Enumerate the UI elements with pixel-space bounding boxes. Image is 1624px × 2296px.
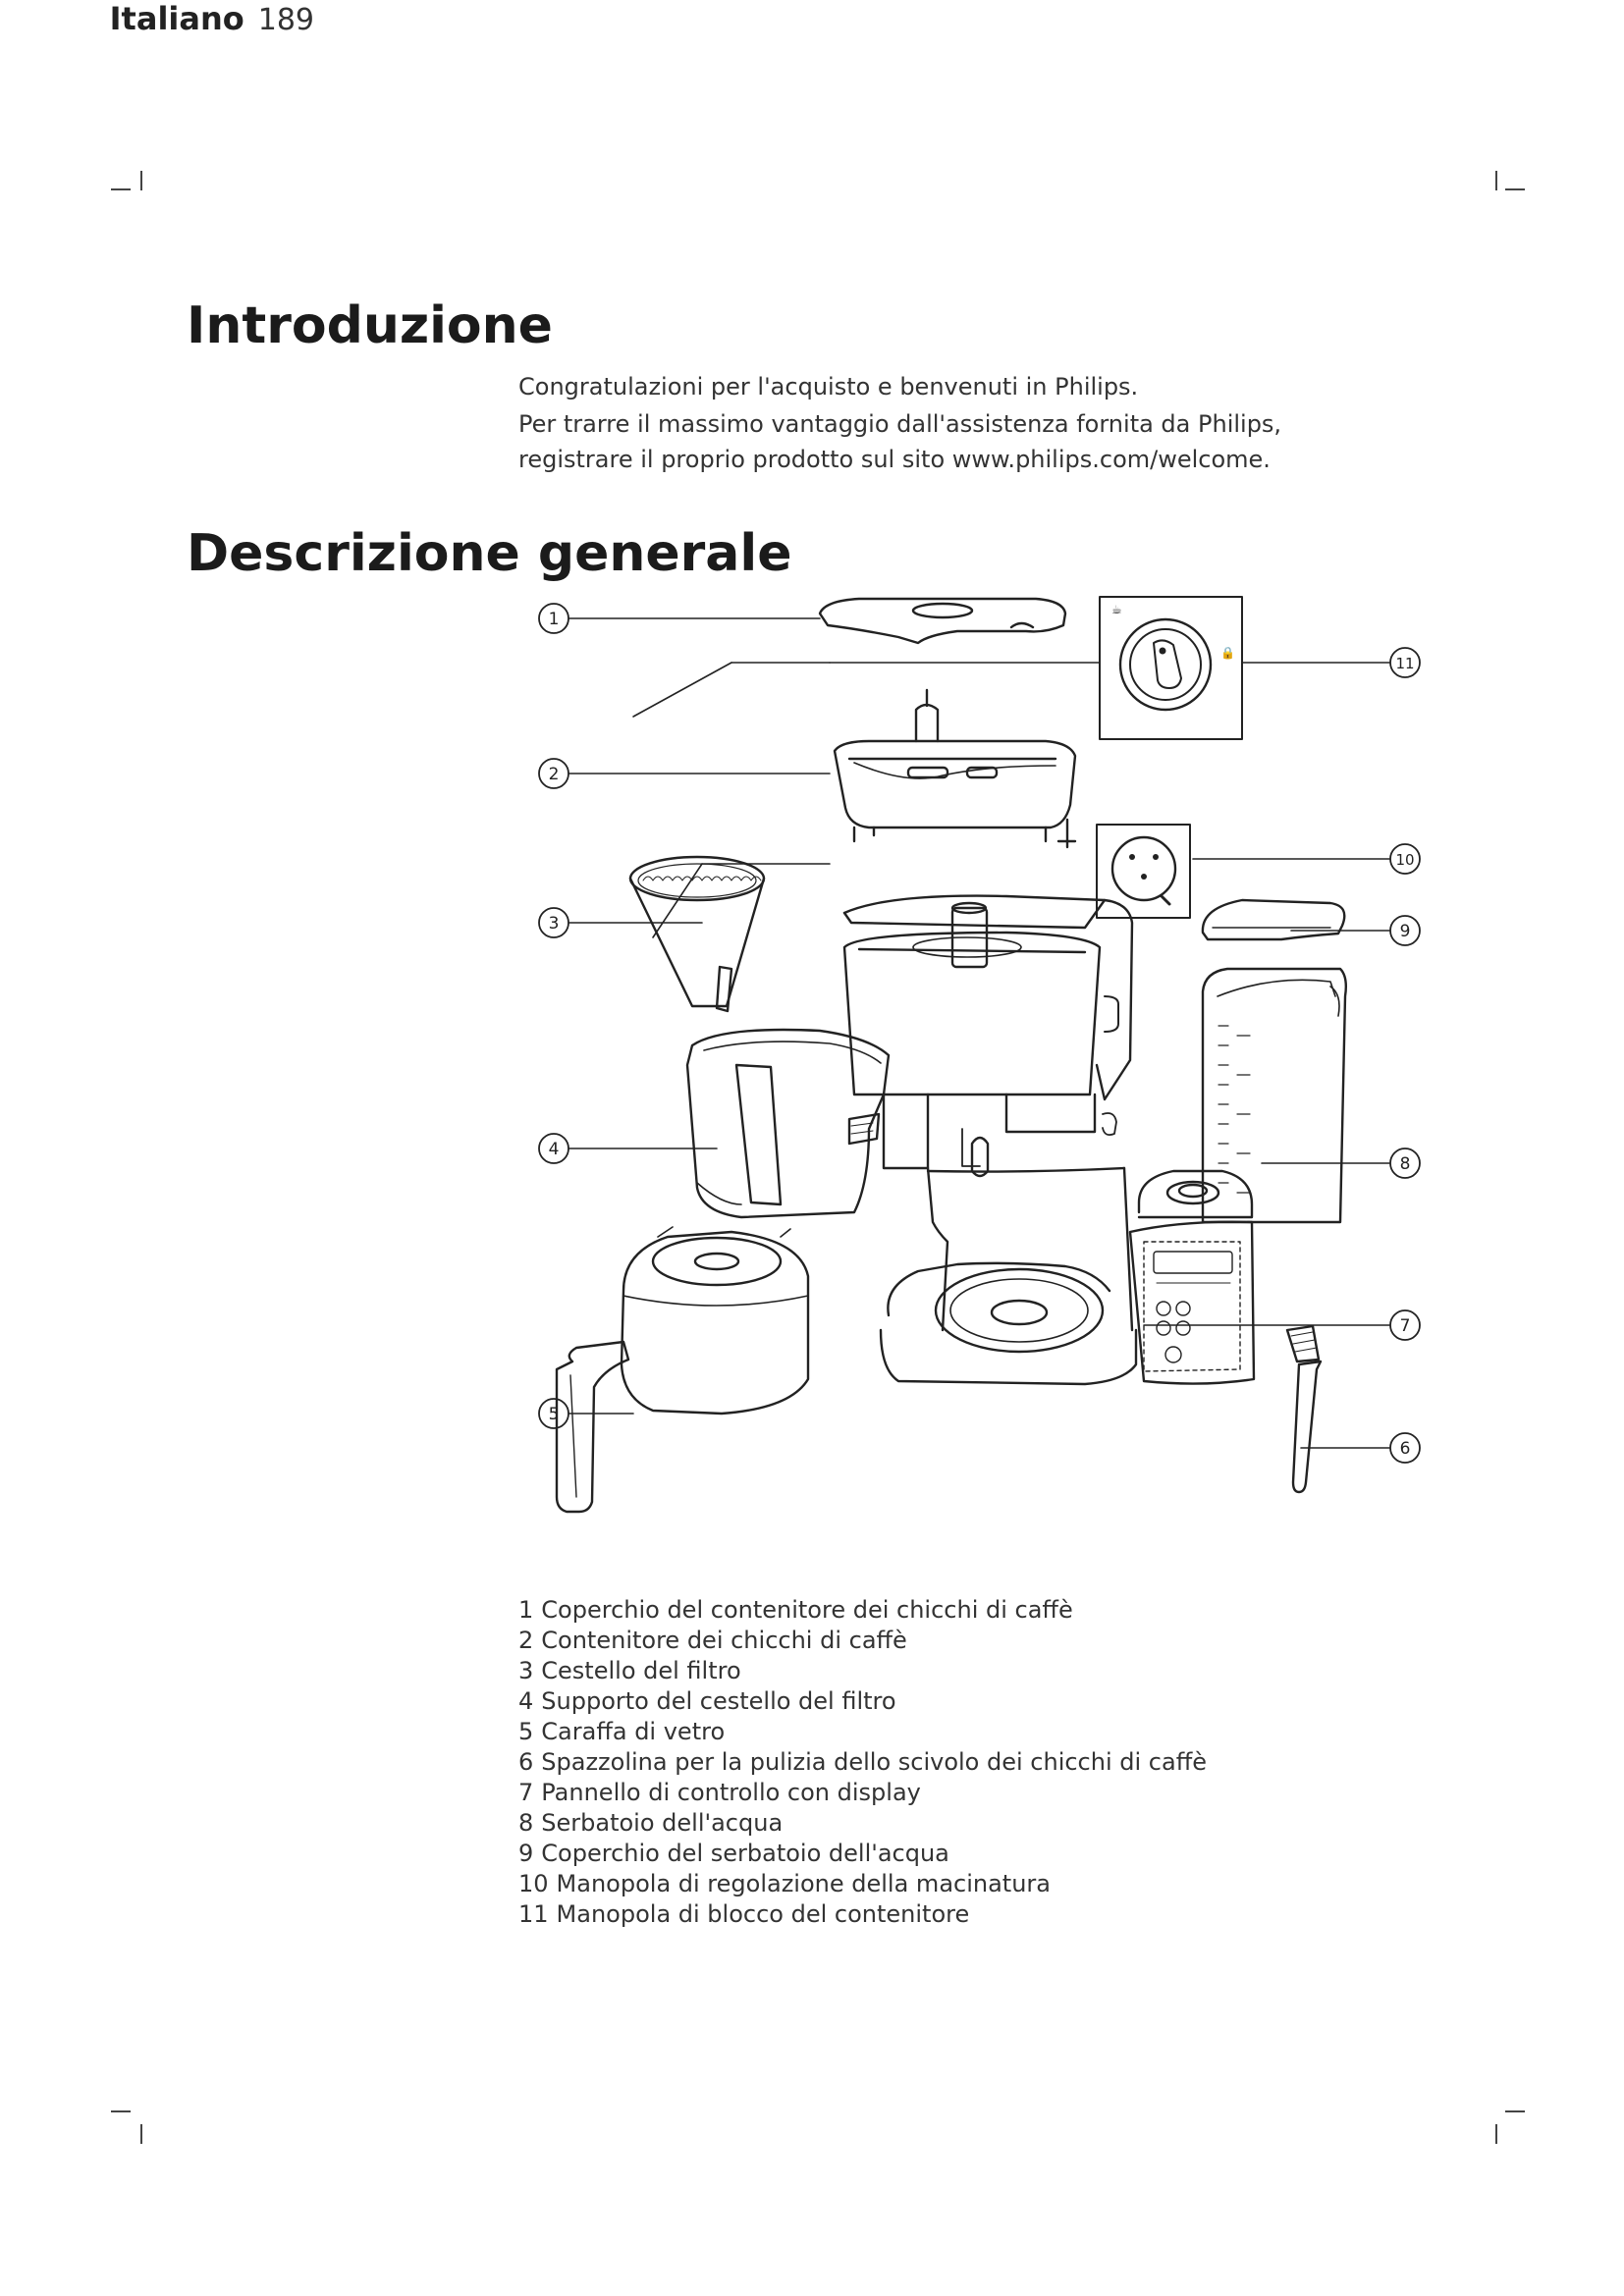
water-tank (1203, 969, 1346, 1222)
crop-mark (1495, 171, 1497, 190)
legend-item: 9 Coperchio del serbatoio dell'acqua (518, 1840, 949, 1867)
product-diagram (496, 584, 1478, 1551)
callout-label: 4 (548, 1140, 560, 1159)
crop-mark (111, 2110, 131, 2112)
callout-label: 2 (548, 765, 560, 784)
page-number: 189 (257, 3, 314, 37)
legend-item: 7 Pannello di controllo con display (518, 1779, 921, 1806)
product-diagram-svg (496, 584, 1478, 1551)
legend-item: 11 Manopola di blocco del contenitore (518, 1900, 970, 1928)
grind-knob-inset (1097, 825, 1190, 918)
crop-mark (1505, 2110, 1525, 2112)
intro-title: Introduzione (187, 296, 553, 355)
control-panel (1130, 1171, 1254, 1384)
crop-mark (111, 188, 131, 190)
legend-item: 1 Coperchio del contenitore dei chicchi di caffè (518, 1596, 1073, 1624)
crop-mark (140, 2124, 142, 2144)
intro-paragraph: Per trarre il massimo vantaggio dall'assistenza fornita da Philips, registrare il proprio prodotto sul sito www.philips.com/welcome. (518, 410, 1282, 473)
filter-basket (630, 857, 764, 1011)
intro-paragraph: Congratulazioni per l'acquisto e benvenuti in Philips. (518, 373, 1139, 400)
callout-label: 3 (548, 914, 560, 934)
legend-item: 5 Caraffa di vetro (518, 1718, 726, 1745)
legend-item: 3 Cestello del filtro (518, 1657, 741, 1684)
language-label: Italiano (109, 0, 244, 37)
legend-item: 4 Supporto del cestello del filtro (518, 1687, 896, 1715)
callout-label: 7 (1399, 1316, 1411, 1336)
legend-item: 2 Contenitore dei chicchi di caffè (518, 1627, 907, 1654)
svg-text:☕: ☕ (1111, 603, 1122, 616)
crop-mark (140, 171, 142, 190)
svg-text:🔒: 🔒 (1220, 646, 1235, 660)
callout-label: 8 (1399, 1154, 1411, 1174)
callout-label: 10 (1395, 851, 1415, 869)
leader-lines (569, 618, 1389, 1448)
cleaning-brush (1287, 1326, 1321, 1492)
crop-mark (1505, 188, 1525, 190)
callout-label: 9 (1399, 922, 1411, 941)
bean-container-lid (820, 599, 1065, 643)
glass-carafe (557, 1227, 808, 1512)
parts-legend (518, 1595, 1215, 1930)
legend-item: 8 Serbatoio dell'acqua (518, 1809, 784, 1837)
bean-container (835, 690, 1075, 847)
water-tank-lid (1203, 900, 1344, 939)
legend-item: 10 Manopola di regolazione della macinatura (518, 1870, 1051, 1897)
filter-holder (687, 1030, 889, 1217)
coffee-machine-body (844, 896, 1136, 1384)
legend-item: 6 Spazzolina per la pulizia dello scivolo dei chicchi di caffè (518, 1748, 1207, 1776)
crop-mark (1495, 2124, 1497, 2144)
container-lock-inset (1100, 597, 1242, 739)
callout-label: 11 (1395, 655, 1415, 672)
callout-label: 1 (548, 610, 560, 629)
overview-title: Descrizione generale (187, 524, 792, 583)
callout-label: 5 (548, 1405, 560, 1424)
page-header (0, 0, 314, 37)
callout-label: 6 (1399, 1439, 1411, 1459)
